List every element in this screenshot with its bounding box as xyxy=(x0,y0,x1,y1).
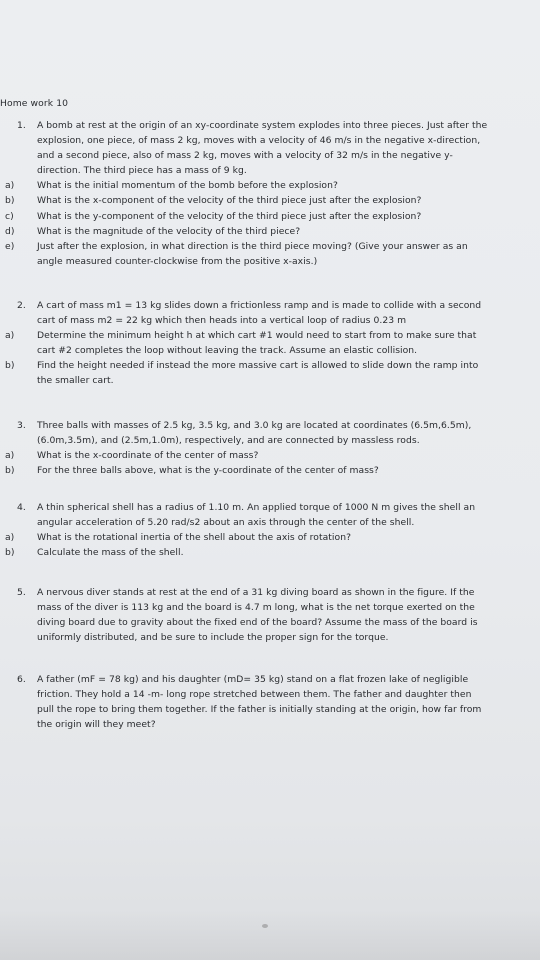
problem-number: 3. xyxy=(17,420,26,431)
problem-text: A bomb at rest at the origin of an xy-coordinate system explodes into three pieces. Just after the xyxy=(37,120,488,131)
problem-number: 1. xyxy=(17,120,26,131)
problem-number xyxy=(17,148,37,163)
problem-line xyxy=(17,515,537,530)
part-text: For the three balls above, what is the y-coordinate of the center of mass? xyxy=(37,465,379,477)
problem-line xyxy=(17,630,537,645)
part-line xyxy=(5,358,537,373)
problem-line xyxy=(17,702,537,717)
part-label xyxy=(5,343,37,358)
part-line xyxy=(5,328,537,343)
part-label xyxy=(5,254,37,269)
problem-line xyxy=(17,500,537,515)
part-line xyxy=(5,178,537,193)
problem-line xyxy=(17,433,537,448)
part-label: a) xyxy=(5,450,15,462)
page-bottom-shadow xyxy=(0,910,540,960)
problem-text: uniformly distributed, and be sure to include the proper sign for the torque. xyxy=(37,632,389,644)
page-title: Home work 10 xyxy=(0,98,69,109)
problem-6 xyxy=(17,672,537,732)
problem-1 xyxy=(5,118,537,269)
part-label: b) xyxy=(5,195,15,207)
problem-4 xyxy=(5,500,537,560)
problem-text: the origin will they meet? xyxy=(37,719,156,731)
problem-text: mass of the diver is 113 kg and the board is 4.7 m long, what is the net torque exerted on the xyxy=(37,602,475,614)
paper-smudge xyxy=(262,924,268,928)
problem-3 xyxy=(5,418,537,478)
part-text: Calculate the mass of the shell. xyxy=(37,547,184,559)
problem-number xyxy=(17,433,37,448)
problem-text: explosion, one piece, of mass 2 kg, moves with a velocity of 46 m/s in the negative x-direction, xyxy=(37,135,481,147)
problem-number: 6. xyxy=(17,674,26,685)
problem-text: cart of mass m2 = 22 kg which then heads into a vertical loop of radius 0.23 m xyxy=(37,315,407,327)
part-text: What is the y-component of the velocity of the third piece just after the explosion? xyxy=(37,210,422,222)
part-text: What is the x-component of the velocity of the third piece just after the explosion? xyxy=(37,195,422,207)
problem-line xyxy=(17,418,537,433)
part-label: a) xyxy=(5,532,15,544)
problem-line xyxy=(17,600,537,615)
problem-number: 5. xyxy=(17,587,26,598)
problem-number xyxy=(17,600,37,615)
problem-text: friction. They hold a 14 -m- long rope stretched between them. The father and daughter then xyxy=(37,689,472,701)
problem-line xyxy=(17,672,537,687)
problem-line xyxy=(17,585,537,600)
problem-number xyxy=(17,702,37,717)
problem-line xyxy=(17,313,537,328)
part-label: e) xyxy=(5,240,15,252)
part-line xyxy=(5,463,537,478)
part-text: What is the magnitude of the velocity of the third piece? xyxy=(37,225,301,237)
problem-text: diving board due to gravity about the fixed end of the board? Assume the mass of the board is xyxy=(37,617,478,629)
part-text: What is the rotational inertia of the shell about the axis of rotation? xyxy=(37,532,352,544)
problem-text: pull the rope to bring them together. If the father is initially standing at the origin, how far from xyxy=(37,704,482,716)
part-label: d) xyxy=(5,225,15,237)
part-text: What is the x-coordinate of the center of mass? xyxy=(37,450,259,462)
part-line xyxy=(5,530,537,545)
problem-text: and a second piece, also of mass 2 kg, moves with a velocity of 32 m/s in the negative y- xyxy=(37,150,453,162)
problem-number xyxy=(17,687,37,702)
part-label xyxy=(5,373,37,388)
problem-number xyxy=(17,630,37,645)
problem-5 xyxy=(17,585,537,645)
problem-line xyxy=(17,118,537,133)
part-label: c) xyxy=(5,210,14,222)
problem-text: A nervous diver stands at rest at the end of a 31 kg diving board as shown in the figure. If the xyxy=(37,587,475,598)
part-text: Find the height needed if instead the more massive cart is allowed to slide down the ramp into xyxy=(37,360,479,372)
problem-line xyxy=(17,298,537,313)
problem-text: A cart of mass m1 = 13 kg slides down a frictionless ramp and is made to collide with a second xyxy=(37,300,482,311)
part-text: Just after the explosion, in what direction is the third piece moving? (Give your answer as an xyxy=(37,240,468,252)
problem-2 xyxy=(5,298,537,389)
problem-number xyxy=(17,717,37,732)
part-label: b) xyxy=(5,547,15,559)
part-line xyxy=(5,448,537,463)
part-line xyxy=(5,254,537,269)
problem-text: angular acceleration of 5.20 rad/s2 about an axis through the center of the shell. xyxy=(37,517,415,529)
part-line xyxy=(5,343,537,358)
part-text: Determine the minimum height h at which cart #1 would need to start from to make sure that xyxy=(37,330,477,342)
part-text: angle measured counter-clockwise from the positive x-axis.) xyxy=(37,255,318,267)
problem-line xyxy=(17,615,537,630)
problem-number xyxy=(17,313,37,328)
problem-line xyxy=(17,133,537,148)
part-label: b) xyxy=(5,360,15,372)
problem-text: A father (mF = 78 kg) and his daughter (mD= 35 kg) stand on a flat frozen lake of negligible xyxy=(37,674,469,685)
problem-number xyxy=(17,515,37,530)
part-line xyxy=(5,224,537,239)
part-line xyxy=(5,193,537,208)
problem-line xyxy=(17,717,537,732)
part-text: cart #2 completes the loop without leaving the track. Assume an elastic collision. xyxy=(37,345,418,357)
problem-number: 2. xyxy=(17,300,26,311)
part-text: What is the initial momentum of the bomb before the explosion? xyxy=(37,180,338,192)
problem-number: 4. xyxy=(17,502,26,513)
part-line xyxy=(5,545,537,560)
part-line xyxy=(5,239,537,254)
problem-line xyxy=(17,687,537,702)
problem-number xyxy=(17,163,37,178)
part-label: b) xyxy=(5,465,15,477)
problem-number xyxy=(17,615,37,630)
problem-number xyxy=(17,133,37,148)
problem-line xyxy=(17,148,537,163)
problem-text: A thin spherical shell has a radius of 1.10 m. An applied torque of 1000 N m gives the shell an xyxy=(37,502,476,513)
problem-text: (6.0m,3.5m), and (2.5m,1.0m), respectively, and are connected by massless rods. xyxy=(37,435,420,447)
part-line xyxy=(5,209,537,224)
problem-text: Three balls with masses of 2.5 kg, 3.5 kg, and 3.0 kg are located at coordinates (6.5m,6.5m), xyxy=(37,420,472,431)
part-line xyxy=(5,373,537,388)
part-text: the smaller cart. xyxy=(37,375,114,387)
part-label: a) xyxy=(5,330,15,342)
problem-text: direction. The third piece has a mass of 9 kg. xyxy=(37,165,247,177)
part-label: a) xyxy=(5,180,15,192)
problem-line xyxy=(17,163,537,178)
